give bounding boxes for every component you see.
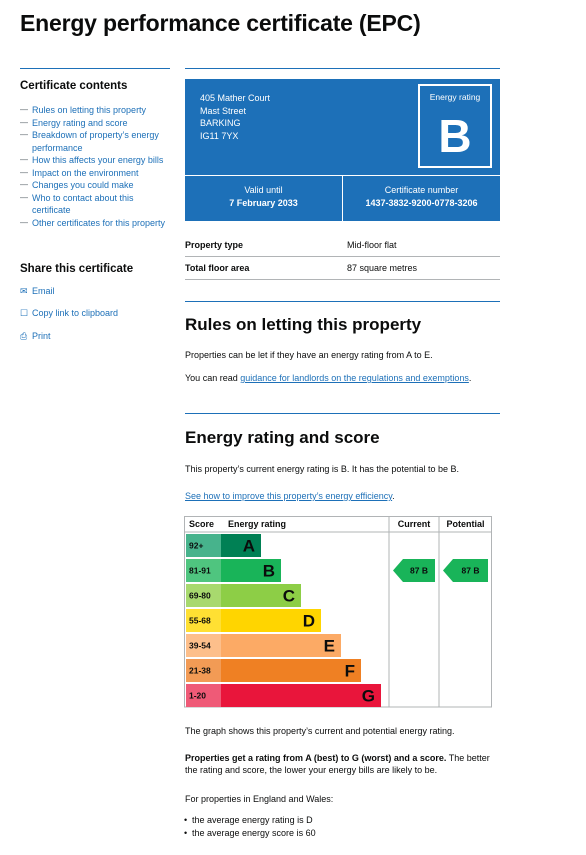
contents-link-breakdown[interactable]: [20, 129, 170, 154]
link-text[interactable]: Rules on letting this property: [32, 105, 147, 115]
band-letter: E: [323, 636, 335, 656]
contents-heading: Certificate contents: [20, 80, 128, 92]
band-letter: G: [361, 686, 375, 706]
certificate-number-label: Certificate number: [384, 185, 459, 195]
copy-icon: ☐: [20, 308, 29, 318]
row-divider: [185, 256, 500, 257]
link-text[interactable]: Other certificates for this property: [32, 217, 166, 228]
band-score-label: 55-68: [189, 615, 211, 626]
energy-rating-letter: B: [438, 110, 472, 162]
energy-heading: Energy rating and score: [185, 428, 380, 447]
rules-paragraph: Properties can be let if they have an energy rating from A to E.: [185, 350, 433, 360]
rating-explanation-bold: Properties get a rating from A (best) to G (worst) and a score.: [185, 753, 447, 763]
printer-icon: ⎙: [20, 331, 28, 341]
certificate-number-value: 1437-3832-9200-0778-3206: [365, 198, 478, 208]
graph-caption: The graph shows this property’s current and potential energy rating.: [185, 726, 455, 736]
envelope-icon: ✉: [20, 286, 28, 296]
contents-link-bills[interactable]: [20, 154, 170, 167]
share-email-link[interactable]: [20, 286, 55, 297]
text: .: [392, 491, 395, 501]
text: You can read: [185, 373, 241, 383]
property-type-value: Mid-floor flat: [347, 240, 397, 250]
current-column-header: Current: [397, 519, 431, 529]
sidebar-divider: [20, 68, 170, 69]
score-column-header: Score: [189, 519, 215, 529]
section-divider: [185, 413, 500, 414]
contents-link-contact[interactable]: [20, 192, 170, 217]
rating-column-header: Energy rating: [228, 519, 287, 529]
energy-rating-label: Energy rating: [429, 92, 481, 102]
improve-link[interactable]: See how to improve this property’s energy efficiency: [185, 491, 393, 501]
floor-area-key: Total floor area: [185, 263, 250, 273]
share-copy-link[interactable]: [20, 308, 118, 319]
link-text[interactable]: Who to contact about this certificate: [32, 192, 134, 215]
valid-until-value: 7 February 2033: [229, 198, 298, 208]
band-letter: A: [242, 536, 255, 556]
share-heading: Share this certificate: [20, 263, 134, 275]
band-bar: [221, 534, 261, 557]
page-title: Energy performance certificate (EPC): [20, 10, 421, 36]
contents-link-changes[interactable]: [20, 179, 170, 192]
improve-paragraph: [185, 490, 500, 502]
bullet-item: • the average energy rating is D: [192, 815, 313, 825]
band-score-label: 1-20: [189, 690, 207, 701]
contents-link-other[interactable]: [20, 217, 170, 230]
guidance-link[interactable]: guidance for landlords on the regulations and exemptions: [240, 373, 469, 383]
address-line: BARKING: [200, 118, 241, 128]
row-divider: [185, 279, 500, 280]
rating-explanation: [185, 752, 500, 776]
valid-until-label: Valid until: [244, 185, 283, 195]
contents-link-rules[interactable]: [20, 104, 170, 117]
certificate-number: [343, 185, 500, 208]
band-letter: F: [344, 661, 355, 681]
share-copy-text[interactable]: Copy link to clipboard: [32, 308, 119, 318]
property-type-key: Property type: [185, 240, 244, 250]
main-divider: [185, 68, 500, 69]
address-line: 405 Mather Court: [200, 93, 271, 103]
address-line: IG11 7YX: [200, 130, 239, 141]
band-score-label: 69-80: [189, 590, 211, 601]
energy-rating-box: [418, 84, 492, 168]
link-text[interactable]: How this affects your energy bills: [32, 155, 164, 165]
contents-link-rating[interactable]: [20, 117, 170, 130]
bullet-item: • the average energy score is 60: [192, 828, 316, 838]
text: The better the rating and score, the lower your energy bills are likely to be.: [185, 753, 490, 775]
address-line: Mast Street: [200, 105, 247, 116]
rules-heading: Rules on letting this property: [185, 315, 422, 334]
band-letter: B: [262, 561, 275, 581]
band-bar: [221, 684, 381, 707]
property-address: [200, 92, 270, 142]
contents-list: [20, 104, 170, 229]
valid-until: [185, 185, 342, 208]
link-text[interactable]: Energy rating and score: [32, 117, 128, 128]
band-letter: C: [282, 586, 295, 606]
band-score-label: 21-38: [189, 665, 211, 676]
link-text[interactable]: Impact on the environment: [32, 167, 139, 178]
certificate-summary: [185, 79, 500, 221]
potential-column-header: Potential: [446, 519, 485, 529]
share-print-link[interactable]: [20, 331, 51, 342]
band-score-label: 39-54: [189, 640, 211, 651]
link-text[interactable]: Breakdown of property’s energy performance: [32, 130, 159, 153]
text: .: [468, 373, 472, 383]
contents-link-environment[interactable]: [20, 167, 170, 180]
current-rating-label: 87 B: [410, 565, 428, 576]
share-email-text[interactable]: Email: [32, 286, 55, 296]
energy-paragraph: This property’s current energy rating is B. It has the potential to be B.: [185, 464, 459, 474]
floor-area-value: 87 square metres: [347, 263, 418, 273]
rules-guidance-paragraph: [185, 372, 500, 384]
band-bar: [221, 659, 361, 682]
potential-rating-label: 87 B: [461, 565, 480, 576]
band-score-label: 81-91: [189, 565, 211, 576]
regions-paragraph: For properties in England and Wales:: [185, 794, 334, 804]
band-letter: D: [302, 611, 315, 631]
energy-rating-chart: [184, 516, 494, 708]
band-score-label: 92+: [189, 540, 204, 551]
section-divider: [185, 301, 500, 302]
link-text[interactable]: Changes you could make: [32, 180, 134, 190]
share-print-text[interactable]: Print: [32, 331, 51, 341]
